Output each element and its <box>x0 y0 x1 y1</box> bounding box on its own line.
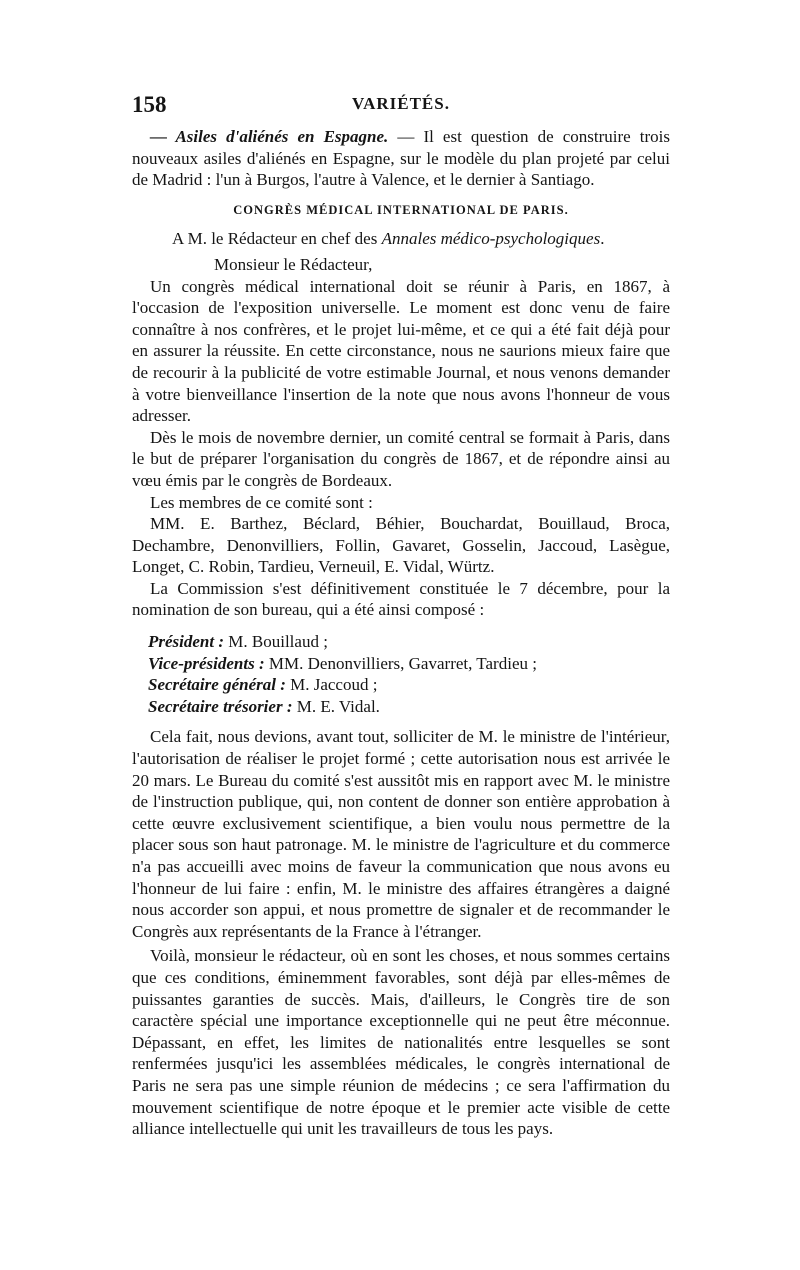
paragraph-6: Cela fait, nous devions, avant tout, solliciter de M. le ministre de l'intérieur, l'autorisation de réaliser le projet formé ; cette autorisation nous est arrivée le 20 mars. Le Bureau du comité s'est aussitôt mis en rapport avec M. le ministre de l'instruction publique, qui, non content de donner son entière approbation à cette œuvre exclusivement scientifique, a bien voulu nous permettre de la placer sous son haut patronage. M. le ministre de l'agriculture et du commerce n'a pas accueilli avec moins de faveur la communication que nous avons eu l'honneur de lui faire : enfin, M. le ministre des affaires étrangères a daigné nous accorder son appui, et nous promettre de signaler et de recommander le Congrès aux représentants de la France à l'étranger. <box>132 727 670 941</box>
letter-salutation: Monsieur le Rédacteur, <box>214 254 373 274</box>
section-title: CONGRÈS MÉDICAL INTERNATIONAL DE PARIS. <box>233 202 569 217</box>
news-lead: — Asiles d'aliénés en Espagne. <box>150 127 389 146</box>
officer-names: MM. Denonvilliers, Gavarret, Tardieu ; <box>264 653 537 673</box>
officer-role: Président : <box>148 632 225 652</box>
officer-list <box>148 631 670 717</box>
officer-vice-presidents <box>148 653 670 675</box>
address-prefix: A M. le Rédacteur en chef des <box>172 229 382 249</box>
news-text: — Il est question de construire trois nouveaux asiles d'aliénés en Espagne, sur le modèle du plan projeté par celui de Madrid : l'un à Burgos, l'autre à Valence, et le dernier à Santiago. <box>132 127 670 190</box>
address-suffix: . <box>600 229 605 249</box>
letter-address <box>132 228 670 250</box>
page-header <box>132 92 670 122</box>
officer-treasurer <box>148 696 670 718</box>
officer-names: M. E. Vidal. <box>292 696 380 716</box>
journal-title: Annales médico-psychologiques <box>381 229 601 249</box>
officer-secretary-general <box>148 674 670 696</box>
paragraph-7: Voilà, monsieur le rédacteur, où en sont les choses, et nous sommes certains que ces conditions, éminemment favorables, sont déjà par elles-mêmes de puissantes garanties de succès. Mais, d'ailleurs, le Congrès tire de son caractère spécial une importance exceptionnelle qui ne peut être méconnue. Dépassant, en effet, les limites de nationalités entre lesquelles se sont renfermées jusqu'ici les assemblées médicales, le congrès international de Paris ne sera pas une simple réunion de médecins ; ce sera l'affirmation du mouvement scientifique de notre époque et le premier acte visible de cette alliance intellectuelle qui unit les travailleurs de tous les pays. <box>132 946 670 1139</box>
paragraph-5: La Commission s'est définitivement constituée le 7 décembre, pour la nomination de son bureau, qui a été ainsi composé : <box>132 578 670 620</box>
officer-names: M. Bouillaud ; <box>224 632 328 652</box>
officer-role: Secrétaire général : <box>148 675 286 695</box>
officer-role: Vice-présidents : <box>148 653 265 673</box>
body-text <box>132 126 670 1140</box>
officer-president <box>148 631 670 653</box>
news-paragraph <box>132 126 670 191</box>
page-number: 158 <box>132 92 167 117</box>
running-title: VARIÉTÉS. <box>352 94 450 113</box>
paragraph-1: Un congrès médical international doit se réunir à Paris, en 1867, à l'occasion de l'exposition universelle. Le moment est donc venu de faire connaître à nos confrères, et le projet lui-même, et ce qui a été fait déjà pour en assurer la réussite. En cette circonstance, nous ne saurions mieux faire que de recourir à la publicité de votre estimable Journal, et nous venons demander à votre bienveillance l'insertion de la note que nous avons l'honneur de vous adresser. <box>132 276 670 426</box>
officer-names: M. Jaccoud ; <box>285 675 378 695</box>
officer-role: Secrétaire trésorier : <box>148 696 293 716</box>
committee-members: MM. E. Barthez, Béclard, Béhier, Bouchardat, Bouillaud, Broca, Dechambre, Denonvilliers, Follin, Gavaret, Gosselin, Jaccoud, Lasègue, Longet, C. Robin, Tardieu, Verneuil, E. Vidal, Würtz. <box>132 514 670 577</box>
paragraph-2: Dès le mois de novembre dernier, un comité central se formait à Paris, dans le but de préparer l'organisation du congrès de 1867, et de répondre ainsi au vœu émis par le congrès de Bordeaux. <box>132 427 670 490</box>
paragraph-3: Les membres de ce comité sont : <box>150 492 373 512</box>
